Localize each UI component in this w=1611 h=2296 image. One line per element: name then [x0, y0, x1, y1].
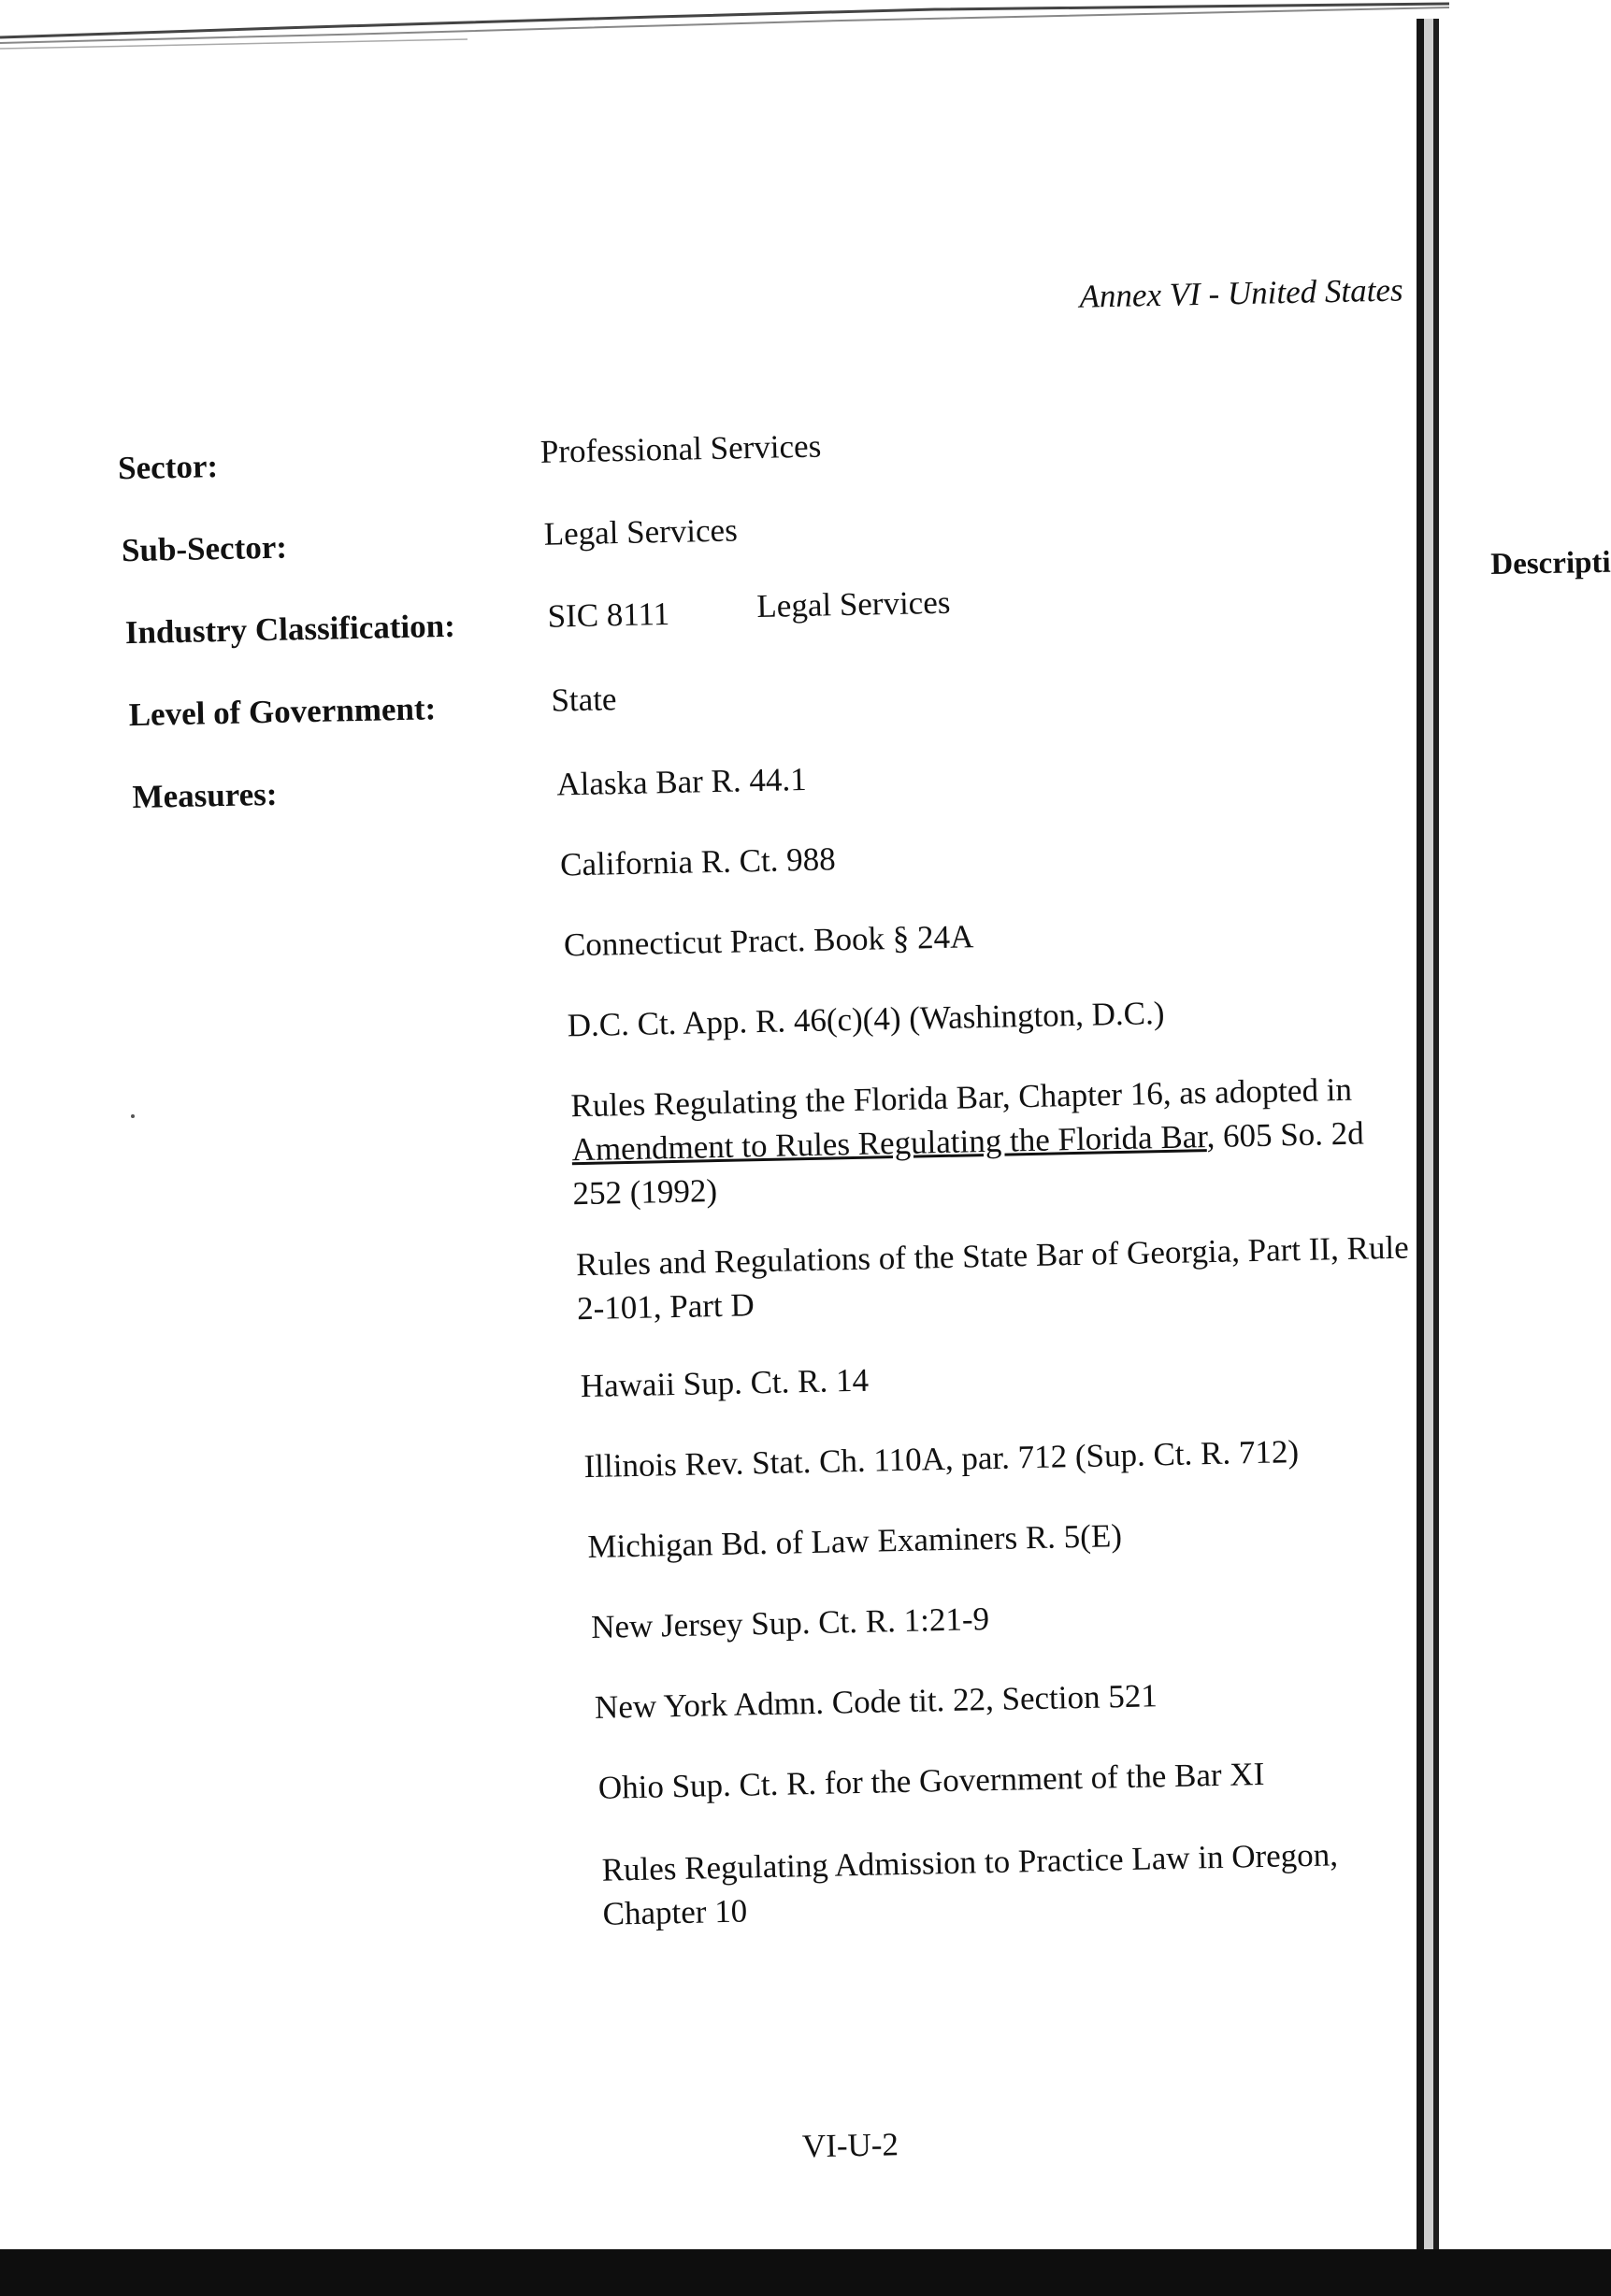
measure-item: Hawaii Sup. Ct. R. 14: [580, 1361, 870, 1405]
measure-item: Alaska Bar R. 44.1: [555, 760, 808, 803]
measure-florida-reporter: , 605 So. 2d 252 (1992): [572, 1114, 1365, 1213]
annex-title: Annex VI - United States: [1079, 271, 1403, 315]
sector-value: Professional Services: [539, 427, 822, 470]
subsector-value: Legal Services: [543, 511, 739, 552]
government-level-value: State: [551, 681, 617, 719]
sector-label: Sector:: [117, 448, 219, 487]
page-number: VI-U-2: [801, 2126, 899, 2165]
measure-item: Rules Regulating Admission to Practice Law in Oregon, Chapter 10: [601, 1836, 1339, 1932]
measure-item-florida: [570, 1066, 1415, 1215]
scan-bottom-border: [0, 2249, 1611, 2296]
government-level-label: Level of Government:: [128, 690, 437, 734]
measure-item: Connecticut Pract. Book § 24A: [563, 918, 974, 964]
measure-item: New Jersey Sup. Ct. R. 1:21-9: [590, 1600, 990, 1645]
measure-florida-text: Rules Regulating the Florida Bar, Chapter 16, as adopted in: [570, 1070, 1353, 1125]
measure-florida-citation: Amendment to Rules Regulating the Florida Bar: [571, 1118, 1207, 1169]
measure-item: D.C. Ct. App. R. 46(c)(4) (Washington, D.C.): [567, 994, 1165, 1044]
measure-item: California R. Ct. 988: [559, 840, 837, 883]
measure-item: New York Admn. Code tit. 22, Section 521: [594, 1677, 1158, 1726]
measure-item: Ohio Sup. Ct. R. for the Government of the Bar XI: [597, 1755, 1265, 1806]
measure-item: Rules and Regulations of the State Bar of Georgia, Part II, Rule 2-101, Part D: [575, 1228, 1410, 1327]
measure-item: Illinois Rev. Stat. Ch. 110A, par. 712 (Sup. Ct. R. 712): [583, 1433, 1300, 1485]
industry-value: Legal Services: [756, 583, 951, 625]
measure-item: Michigan Bd. of Law Examiners R. 5(E): [587, 1517, 1123, 1566]
industry-code: SIC 8111: [547, 595, 670, 635]
industry-classification-label: Industry Classification:: [124, 607, 456, 652]
measures-label: Measures:: [132, 775, 278, 816]
adjacent-page-label: Descripti: [1490, 545, 1611, 581]
subsector-label: Sub-Sector:: [121, 528, 288, 569]
